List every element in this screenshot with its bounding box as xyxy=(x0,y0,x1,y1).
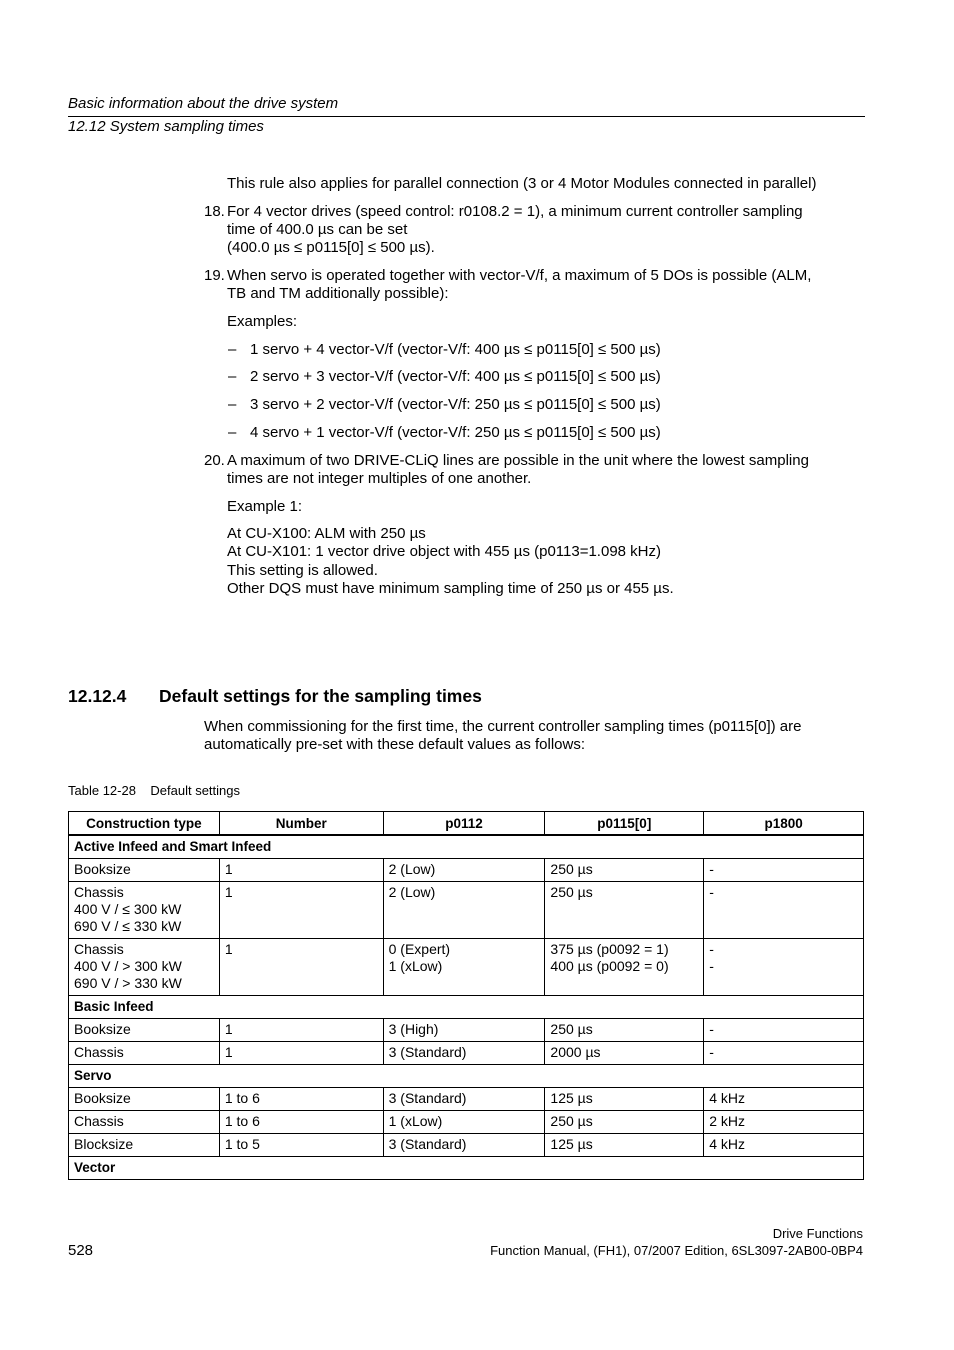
section-title: Default settings for the sampling times xyxy=(159,686,482,706)
table-cell: 2000 µs xyxy=(545,1042,704,1065)
example-1-label: Example 1: xyxy=(227,498,303,515)
table-row xyxy=(69,882,864,939)
section-number: 12.12.4 xyxy=(68,686,127,706)
table-cell: 2 (Low) xyxy=(383,859,545,882)
example-1-line: This setting is allowed. xyxy=(227,562,378,579)
table-cell: 1 to 5 xyxy=(219,1134,383,1157)
table-cell: 1 xyxy=(219,859,383,882)
section-intro-line-2: automatically pre-set with these default values as follows: xyxy=(204,736,586,753)
table-cell: Blocksize xyxy=(69,1134,220,1157)
table-cell: Booksize xyxy=(69,1019,220,1042)
example-dash: – xyxy=(228,424,237,441)
table-cell: Chassis 400 V / ≤ 300 kW 690 V / ≤ 330 kW xyxy=(69,882,220,939)
section-intro-line-1: When commissioning for the first time, the current controller sampling times (p0115[0]) are xyxy=(204,718,802,735)
group-title: Active Infeed and Smart Infeed xyxy=(69,835,864,859)
table-cell: - - xyxy=(704,939,864,996)
table-header-row xyxy=(69,812,864,836)
table-row xyxy=(69,1111,864,1134)
example-item: 1 servo + 4 vector-V/f (vector-V/f: 400 µs ≤ p0115[0] ≤ 500 µs) xyxy=(250,341,661,358)
table-cell: 3 (Standard) xyxy=(383,1088,545,1111)
default-settings-table xyxy=(68,811,864,1180)
table-cell: - xyxy=(704,1019,864,1042)
table-caption: Table 12-28 Default settings xyxy=(68,783,240,798)
item-20-line-2: times are not integer multiples of one another. xyxy=(227,470,532,487)
table-cell: Chassis xyxy=(69,1042,220,1065)
example-dash: – xyxy=(228,341,237,358)
example-dash: – xyxy=(228,368,237,385)
table-cell: 2 kHz xyxy=(704,1111,864,1134)
table-cell: Chassis 400 V / > 300 kW 690 V / > 330 kW xyxy=(69,939,220,996)
table-cell: 125 µs xyxy=(545,1134,704,1157)
table-cell: 3 (Standard) xyxy=(383,1134,545,1157)
example-dash: – xyxy=(228,396,237,413)
column-header: p0112 xyxy=(383,812,545,836)
table-cell: - xyxy=(704,882,864,939)
table-row xyxy=(69,859,864,882)
table-cell: 250 µs xyxy=(545,1019,704,1042)
item-20-number: 20. xyxy=(204,452,225,469)
example-item: 2 servo + 3 vector-V/f (vector-V/f: 400 µs ≤ p0115[0] ≤ 500 µs) xyxy=(250,368,661,385)
table-cell: 1 xyxy=(219,1042,383,1065)
table-cell: 1 to 6 xyxy=(219,1111,383,1134)
table-row xyxy=(69,1042,864,1065)
table-cell: 3 (Standard) xyxy=(383,1042,545,1065)
table-cell: 0 (Expert) 1 (xLow) xyxy=(383,939,545,996)
running-header-chapter: Basic information about the drive system xyxy=(68,95,339,112)
example-1-line: At CU-X101: 1 vector drive object with 455 µs (p0113=1.098 kHz) xyxy=(227,543,661,560)
page-number: 528 xyxy=(68,1242,94,1259)
example-item: 3 servo + 2 vector-V/f (vector-V/f: 250 µs ≤ p0115[0] ≤ 500 µs) xyxy=(250,396,661,413)
examples-label: Examples: xyxy=(227,313,298,330)
column-header: p1800 xyxy=(704,812,864,836)
table-cell: 4 kHz xyxy=(704,1088,864,1111)
table-cell: 1 (xLow) xyxy=(383,1111,545,1134)
item-19-number: 19. xyxy=(204,267,225,284)
table-cell: 1 xyxy=(219,1019,383,1042)
table-cell: 250 µs xyxy=(545,1111,704,1134)
header-rule xyxy=(68,116,865,117)
group-title: Servo xyxy=(69,1065,864,1088)
group-title: Basic Infeed xyxy=(69,996,864,1019)
table-cell: 3 (High) xyxy=(383,1019,545,1042)
item-19-line-2: TB and TM additionally possible): xyxy=(227,285,449,302)
table-cell: Booksize xyxy=(69,1088,220,1111)
table-row xyxy=(69,1134,864,1157)
item-19-line-1: When servo is operated together with vector-V/f, a maximum of 5 DOs is possible (ALM, xyxy=(227,267,812,284)
table-cell: 1 to 6 xyxy=(219,1088,383,1111)
example-item: 4 servo + 1 vector-V/f (vector-V/f: 250 µs ≤ p0115[0] ≤ 500 µs) xyxy=(250,424,661,441)
table-cell: 125 µs xyxy=(545,1088,704,1111)
manual-edition: Function Manual, (FH1), 07/2007 Edition, 6SL3097-2AB00-0BP4 xyxy=(490,1243,863,1258)
example-1-line: Other DQS must have minimum sampling time of 250 µs or 455 µs. xyxy=(227,580,674,597)
table-cell: 1 xyxy=(219,882,383,939)
table-cell: 250 µs xyxy=(545,859,704,882)
column-header: Number xyxy=(219,812,383,836)
table-cell: - xyxy=(704,1042,864,1065)
group-row xyxy=(69,835,864,859)
group-row xyxy=(69,1065,864,1088)
running-header-section: 12.12 System sampling times xyxy=(68,118,264,135)
group-row xyxy=(69,996,864,1019)
table-row xyxy=(69,1019,864,1042)
table-cell: - xyxy=(704,859,864,882)
example-1-line: At CU-X100: ALM with 250 µs xyxy=(227,525,426,542)
table-cell: 4 kHz xyxy=(704,1134,864,1157)
table-cell: 375 µs (p0092 = 1) 400 µs (p0092 = 0) xyxy=(545,939,704,996)
table-row xyxy=(69,1088,864,1111)
item-18-line-3: (400.0 µs ≤ p0115[0] ≤ 500 µs). xyxy=(227,239,435,256)
manual-title: Drive Functions xyxy=(772,1226,863,1241)
table-cell: 250 µs xyxy=(545,882,704,939)
item-18-number: 18. xyxy=(204,203,225,220)
table-cell: 1 xyxy=(219,939,383,996)
intro-line: This rule also applies for parallel connection (3 or 4 Motor Modules connected in parallel) xyxy=(227,175,817,192)
item-20-line-1: A maximum of two DRIVE-CLiQ lines are possible in the unit where the lowest sampling xyxy=(227,452,809,469)
item-18-line-1: For 4 vector drives (speed control: r0108.2 = 1), a minimum current controller sampling xyxy=(227,203,803,220)
table-cell: Chassis xyxy=(69,1111,220,1134)
item-18-line-2: time of 400.0 µs can be set xyxy=(227,221,408,238)
group-title: Vector xyxy=(69,1157,864,1180)
group-row xyxy=(69,1157,864,1180)
column-header: p0115[0] xyxy=(545,812,704,836)
column-header: Construction type xyxy=(69,812,220,836)
table-cell: Booksize xyxy=(69,859,220,882)
table-cell: 2 (Low) xyxy=(383,882,545,939)
table-row xyxy=(69,939,864,996)
